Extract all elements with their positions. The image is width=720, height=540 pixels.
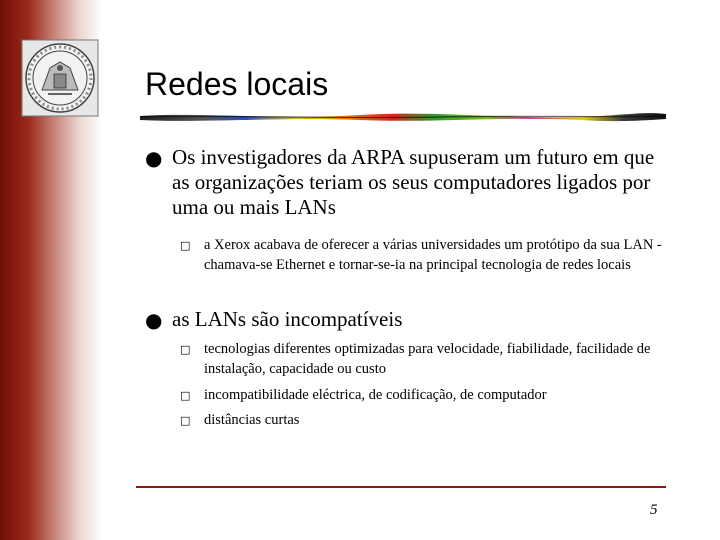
bullet-text: as LANs são incompatíveis bbox=[172, 307, 403, 331]
square-bullet-icon: □ bbox=[180, 343, 191, 356]
sub-bullet-text: a Xerox acabava de oferecer a várias universidades um protótipo da sua LAN - chamava-se Ethernet e tornar-se-ia na principal tecnologia de redes locais bbox=[204, 237, 662, 273]
sub-bullet-text: distâncias curtas bbox=[204, 412, 300, 428]
circle-bullet-icon: ● bbox=[145, 146, 163, 170]
footer-divider bbox=[136, 486, 666, 488]
page-number: 5 bbox=[650, 502, 658, 518]
page-title: Redes locais bbox=[145, 66, 329, 102]
square-bullet-icon: □ bbox=[180, 239, 191, 252]
square-bullet-icon: □ bbox=[180, 414, 191, 427]
circle-bullet-icon: ● bbox=[145, 308, 163, 332]
sub-bullet-text: tecnologias diferentes optimizadas para velocidade, fiabilidade, facilidade de instalação, capacidade ou custo bbox=[204, 341, 651, 377]
title-underline bbox=[140, 106, 666, 126]
square-bullet-icon: □ bbox=[180, 389, 191, 402]
bullet-text: Os investigadores da ARPA supuseram um futuro em que as organizações teriam os seus computadores ligados por uma ou mais LANs bbox=[172, 145, 655, 219]
sub-bullet-text: incompatibilidade eléctrica, de codificação, de computador bbox=[204, 387, 547, 403]
university-seal-icon bbox=[20, 38, 100, 118]
